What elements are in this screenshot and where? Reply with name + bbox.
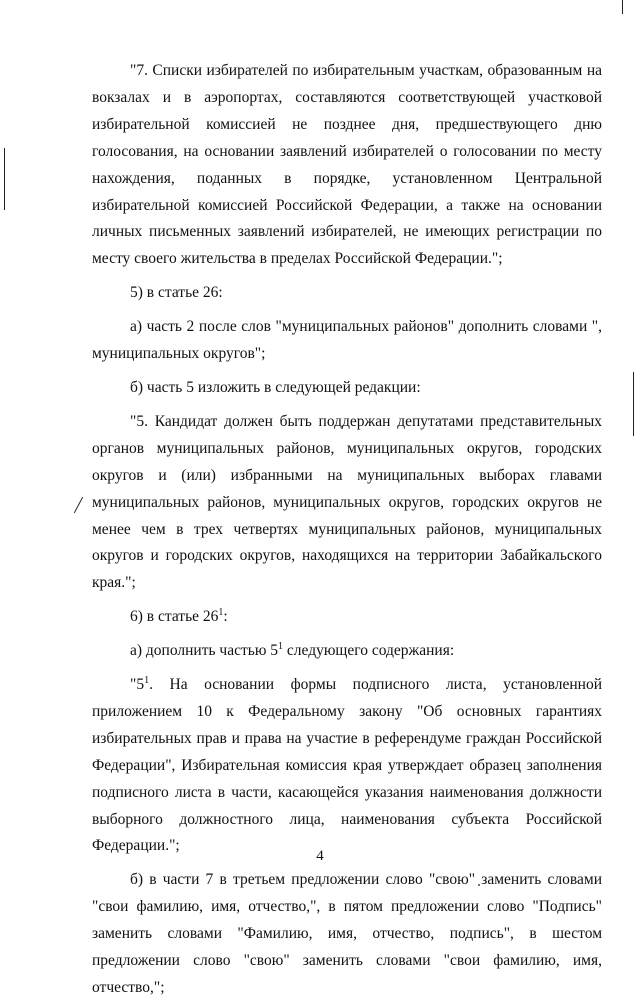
scan-edge-mark-right xyxy=(633,372,634,436)
page-number: 4 xyxy=(316,848,324,864)
paragraph-article-26-part-5-heading: б) часть 5 изложить в следующей редакции: xyxy=(130,378,421,396)
paragraph-part-7-changes: б) в части 7 в третьем предложении слово "свою" заменить словами "свои фамилию, имя, отчество,", в пятом предложении слово "Подпись" заменить словами "Фамилию, имя, отчество, подпись", в шестом предложении слово "свою" заменить словами "свои фамилию, имя, отчество,"; xyxy=(92,871,602,996)
scan-pen-mark xyxy=(74,497,83,513)
paragraph-article-26-1-heading: 6) в статье $26^1$: xyxy=(130,607,228,626)
scan-edge-mark-top xyxy=(622,0,623,14)
paragraph-list-of-voters: "7. Списки избирателей по избирательным участкам, образованным на вокзалах и в аэропортах, составляются соответствующей участковой избирательной комиссией не позднее дня, предшествующего дню голосования, на основании заявлений избирателей о голосовании по месту нахождения, поданных в порядке, установленном Центральной избирательной комиссией Российской Федерации, а также на основании личных письменных заявлений избирателей, не имеющих регистрации по месту своего жительства в пределах Российской Федерации."; xyxy=(92,62,602,268)
paragraph-article-26-part-5-text: "5. Кандидат должен быть поддержан депутатами представительных органов муниципальных районов, муниципальных округов, городских округов и (или) избранными на муниципальных выборах главами муниципальных районов, муниципальных округов, городских округов не менее чем в трех четвертях муниципальных районов, муниципальных округов и городских округов, находящихся на территории Забайкальского края."; xyxy=(92,412,602,592)
paragraph-part-5-1-text: "$5^1$. На основании формы подписного листа, установленной приложением 10 к Федеральному закону "Об основных гарантиях избирательных прав и права на участие в референдуме граждан Российской Федерации", Избирательная комиссия края утверждает образец заполнения подписного листа в части, касающейся указания наименования должности выборного должностного лица, наименования субъекта Российской Федерации."; xyxy=(92,675,602,855)
scan-edge-mark-left xyxy=(4,148,5,210)
paragraph-article-26-part-2: а) часть 2 после слов "муниципальных районов" дополнить словами ", муниципальных округов"; xyxy=(92,318,602,363)
paragraph-article-26-heading: 5) в статье 26: xyxy=(130,284,223,302)
paragraph-add-part-5-1: а) дополнить частью $5^1$ следующего содержания: xyxy=(130,641,455,660)
